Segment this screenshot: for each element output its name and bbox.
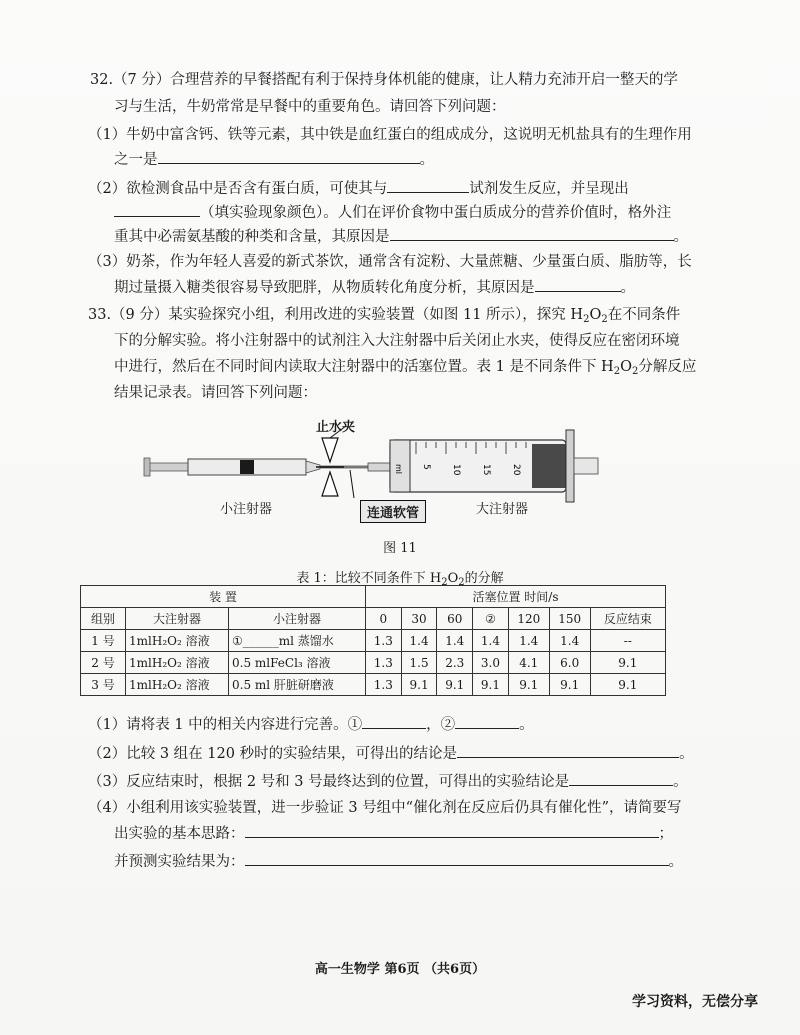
q32-line-1: 32.（7 分）合理营养的早餐搭配有利于保持身体机能的健康，让人精力充沛开启一整天的学 bbox=[90, 72, 678, 88]
subscript: 2 bbox=[613, 366, 621, 377]
small-syringe-label: 小注射器 bbox=[220, 502, 273, 517]
answer-blank[interactable] bbox=[245, 822, 659, 838]
subscript: 2 bbox=[631, 366, 639, 377]
q33-line-3 bbox=[114, 357, 696, 382]
col-time: 反应结束 bbox=[590, 608, 665, 630]
q32-part3-line-1: （3）奶茶，作为年轻人喜爱的新式茶饮，通常含有淀粉、大量蔗糖、少量蛋白质、脂肪等，长 bbox=[88, 254, 692, 270]
q32-part2-suffix: 试剂发生反应，并呈现出 bbox=[469, 181, 629, 197]
q33-part2-suffix: 。 bbox=[679, 746, 694, 762]
cell-value: 1.4 bbox=[437, 630, 473, 652]
answer-blank[interactable] bbox=[390, 225, 674, 241]
answer-blank[interactable] bbox=[362, 713, 426, 729]
cell-value: 1.4 bbox=[549, 630, 590, 652]
cell-value: 1.4 bbox=[508, 630, 549, 652]
q33-part3-suffix: 。 bbox=[673, 774, 688, 790]
col-group: 组别 bbox=[81, 608, 126, 630]
cell-value: 2.3 bbox=[437, 652, 473, 674]
q32-part1-suffix: 。 bbox=[419, 152, 434, 168]
q33-part2-prefix: （2）比较 3 组在 120 秒时的实验结果，可得出的结论是 bbox=[88, 746, 458, 762]
q32-part2-line3-suffix: 。 bbox=[673, 229, 688, 245]
cell-value: 3.0 bbox=[473, 652, 509, 674]
table-header-row bbox=[81, 586, 666, 608]
cell-value: 9.1 bbox=[437, 674, 473, 696]
cell-value: 1.5 bbox=[401, 652, 437, 674]
q32-part1-line-2 bbox=[114, 148, 434, 170]
q33-part4-line3-prefix: 并预测实验结果为： bbox=[114, 854, 245, 870]
cell-small: ①______ml 蒸馏水 bbox=[229, 630, 366, 652]
q33-line-1 bbox=[88, 305, 680, 330]
q33-part4-line3-suffix: 。 bbox=[668, 854, 683, 870]
cell-value: 6.0 bbox=[549, 652, 590, 674]
cell-group: 2 号 bbox=[81, 652, 126, 674]
q33-line3-b: O bbox=[620, 359, 632, 375]
clamp-label: 止水夹 bbox=[316, 420, 356, 435]
q33-line3-a: 中进行，然后在不同时间内读取大注射器中的活塞位置。表 1 是不同条件下 H bbox=[114, 359, 614, 375]
cell-small: 0.5 ml 肝脏研磨液 bbox=[229, 674, 366, 696]
share-note: 学习资料，无偿分享 bbox=[632, 994, 758, 1010]
q32-part2-line2-text: （填实验现象颜色）。人们在评价食物中蛋白质成分的营养价值时，格外注 bbox=[200, 205, 672, 221]
cell-value: 1.4 bbox=[473, 630, 509, 652]
q32-part1-line-1: （1）牛奶中富含钙、铁等元素，其中铁是血红蛋白的组成成分，这说明无机盐具有的生理作用 bbox=[88, 127, 692, 143]
cell-big: 1mlH₂O₂ 溶液 bbox=[126, 652, 229, 674]
cell-group: 1 号 bbox=[81, 630, 126, 652]
cell-value: 1.4 bbox=[401, 630, 437, 652]
results-table bbox=[80, 585, 666, 696]
subscript: 2 bbox=[601, 314, 608, 325]
col-time: ② bbox=[473, 608, 509, 630]
col-time: 30 bbox=[401, 608, 437, 630]
big-syringe-label: 大注射器 bbox=[476, 502, 529, 517]
header-piston: 活塞位置 时间/s bbox=[366, 586, 666, 608]
q33-part4-line2-suffix: ； bbox=[658, 826, 673, 842]
subscript: 2 bbox=[441, 577, 448, 588]
col-time: 60 bbox=[437, 608, 473, 630]
q33-part4-line2-prefix: 出实验的基本思路： bbox=[114, 826, 245, 842]
cell-small: 0.5 mlFeCl₃ 溶液 bbox=[229, 652, 366, 674]
header-device: 装 置 bbox=[81, 586, 366, 608]
col-big: 大注射器 bbox=[126, 608, 229, 630]
q33-part1-prefix: （1）请将表 1 中的相关内容进行完善。① bbox=[88, 717, 363, 733]
subscript: 2 bbox=[458, 577, 465, 588]
q33-part1-mid: ，② bbox=[426, 717, 456, 733]
q33-line-2: 下的分解实验。将小注射器中的试剂注入大注射器中后关闭止水夹，使得反应在密闭环境 bbox=[114, 333, 680, 349]
scale-mark: 15 bbox=[481, 464, 491, 476]
cell-value: -- bbox=[590, 630, 665, 652]
table-caption-c: 的分解 bbox=[464, 571, 504, 586]
q33-part4-line-2 bbox=[114, 822, 673, 844]
cell-value: 1.3 bbox=[366, 652, 402, 674]
q32-line-2: 习与生活，牛奶常常是早餐中的重要角色。请回答下列问题： bbox=[114, 99, 506, 115]
subscript: 2 bbox=[583, 314, 590, 325]
q32-part1-prefix: 之一是 bbox=[114, 152, 158, 168]
col-time: 0 bbox=[366, 608, 402, 630]
answer-blank[interactable] bbox=[457, 742, 679, 758]
page-footer: 高一生物学 第6页 （共6页） bbox=[314, 962, 486, 977]
col-time: 150 bbox=[549, 608, 590, 630]
table-caption-a: 表 1：比较不同条件下 H bbox=[296, 571, 442, 586]
q32-part3-prefix: 期过量摄入糖类很容易导致肥胖，从物质转化角度分析，其原因是 bbox=[114, 280, 535, 296]
scale-mark: 20 bbox=[511, 464, 521, 476]
q33-line1-c: 在不同条件 bbox=[607, 307, 681, 323]
tube-label: 连通软管 bbox=[360, 500, 426, 523]
table-row bbox=[81, 630, 666, 652]
q32-part2-line3-prefix: 重其中必需氨基酸的种类和含量，其原因是 bbox=[114, 229, 390, 245]
col-small: 小注射器 bbox=[229, 608, 366, 630]
cell-value: 9.1 bbox=[473, 674, 509, 696]
table-row bbox=[81, 652, 666, 674]
col-time: 120 bbox=[508, 608, 549, 630]
scale-mark: 10 bbox=[451, 464, 461, 476]
table-caption-b: O bbox=[447, 571, 459, 586]
answer-blank[interactable] bbox=[569, 770, 673, 786]
q32-part2-line-2 bbox=[114, 201, 671, 223]
cell-big: 1mlH₂O₂ 溶液 bbox=[126, 630, 229, 652]
cell-value: 9.1 bbox=[590, 652, 665, 674]
cell-value: 1.3 bbox=[366, 630, 402, 652]
q33-line1-a: 33.（9 分）某实验探究小组，利用改进的实验装置（如图 11 所示），探究 H bbox=[88, 307, 584, 323]
q32-part2-line-3 bbox=[114, 225, 688, 247]
q33-part2 bbox=[88, 742, 694, 764]
q33-part4-line-3 bbox=[114, 850, 683, 872]
syringe-apparatus-figure bbox=[140, 418, 600, 523]
cell-value: 9.1 bbox=[508, 674, 549, 696]
q32-part3-line-2 bbox=[114, 276, 635, 298]
q32-part2-prefix: （2）欲检测食品中是否含有蛋白质，可使其与 bbox=[88, 181, 388, 197]
answer-blank[interactable] bbox=[245, 850, 669, 866]
answer-blank[interactable] bbox=[158, 148, 420, 164]
q33-line-4: 结果记录表。请回答下列问题： bbox=[114, 385, 317, 401]
q33-part4-line-1: （4）小组利用该实验装置，进一步验证 3 号组中“催化剂在反应后仍具有催化性”，请简要写 bbox=[88, 800, 682, 816]
scale-mark: 5 bbox=[421, 464, 431, 470]
table-subheader-row bbox=[81, 608, 666, 630]
q32-part2-line-1 bbox=[88, 177, 629, 199]
q32-part3-suffix: 。 bbox=[620, 280, 635, 296]
answer-blank[interactable] bbox=[455, 713, 519, 729]
table-row bbox=[81, 674, 666, 696]
answer-blank[interactable] bbox=[114, 201, 200, 217]
cell-big: 1mlH₂O₂ 溶液 bbox=[126, 674, 229, 696]
q33-part1 bbox=[88, 713, 534, 735]
answer-blank[interactable] bbox=[535, 276, 621, 292]
q33-part3 bbox=[88, 770, 688, 792]
q33-part3-prefix: （3）反应结束时，根据 2 号和 3 号最终达到的位置，可得出的实验结论是 bbox=[88, 774, 570, 790]
q33-part1-suffix: 。 bbox=[519, 717, 534, 733]
cell-value: 9.1 bbox=[590, 674, 665, 696]
q33-line1-b: O bbox=[589, 307, 602, 323]
cell-value: 1.3 bbox=[366, 674, 402, 696]
figure-caption: 图 11 bbox=[383, 541, 417, 556]
q33-line3-c: 分解反应 bbox=[638, 359, 697, 375]
cell-value: 4.1 bbox=[508, 652, 549, 674]
answer-blank[interactable] bbox=[387, 177, 469, 193]
cell-value: 9.1 bbox=[549, 674, 590, 696]
cell-value: 9.1 bbox=[401, 674, 437, 696]
scale-unit: ml bbox=[394, 464, 403, 475]
cell-group: 3 号 bbox=[81, 674, 126, 696]
